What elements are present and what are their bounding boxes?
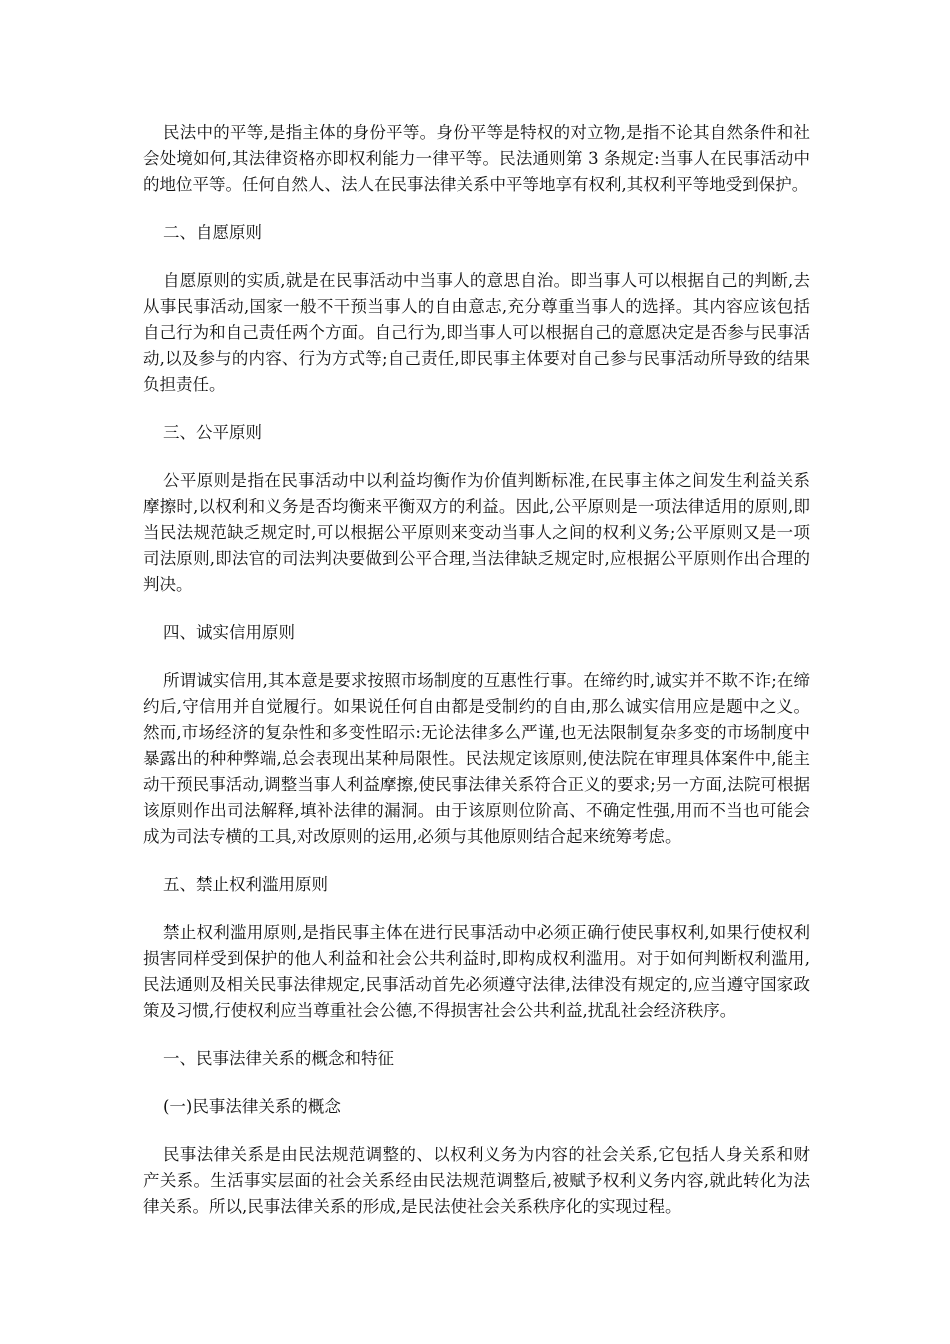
- heading-concept: (一)民事法律关系的概念: [163, 1097, 341, 1116]
- paragraph-equality: 民法中的平等,是指主体的身份平等。身份平等是特权的对立物,是指不论其自然条件和社会处境如何,其法律资格亦即权利能力一律平等。民法通则第 3 条规定:当事人在民事活动中的地位平等。任何自然人、法人在民事法律关系中平等地享有权利,其权利平等地受到保护。: [143, 123, 810, 194]
- heading-voluntariness: 二、自愿原则: [163, 223, 262, 242]
- heading-abuse-of-rights: 五、禁止权利滥用原则: [163, 875, 328, 894]
- heading-good-faith: 四、诚实信用原则: [163, 623, 295, 642]
- paragraph-voluntariness: 自愿原则的实质,就是在民事活动中当事人的意思自治。即当事人可以根据自己的判断,去从事民事活动,国家一般不干预当事人的自由意志,充分尊重当事人的选择。其内容应该包括自己行为和自己责任两个方面。自己行为,即当事人可以根据自己的意愿决定是否参与民事活动,以及参与的内容、行为方式等;自己责任,即民事主体要对自己参与民事活动所导致的结果负担责任。: [143, 271, 810, 394]
- document-body: [143, 120, 810, 1242]
- heading-fairness: 三、公平原则: [163, 423, 262, 442]
- paragraph-abuse-of-rights: 禁止权利滥用原则,是指民事主体在进行民事活动中必须正确行使民事权利,如果行使权利损害同样受到保护的他人利益和社会公共利益时,即构成权利滥用。对于如何判断权利滥用,民法通则及相关民事法律规定,民事活动首先必须遵守法律,法律没有规定的,应当遵守国家政策及习惯,行使权利应当尊重社会公德,不得损害社会公共利益,扰乱社会经济秩序。: [143, 923, 810, 1020]
- paragraph-concept: 民事法律关系是由民法规范调整的、以权利义务为内容的社会关系,它包括人身关系和财产关系。生活事实层面的社会关系经由民法规范调整后,被赋予权利义务内容,就此转化为法律关系。所以,民事法律关系的形成,是民法使社会关系秩序化的实现过程。: [143, 1145, 810, 1216]
- heading-civil-legal-relations: 一、民事法律关系的概念和特征: [163, 1049, 394, 1068]
- paragraph-good-faith: 所谓诚实信用,其本意是要求按照市场制度的互惠性行事。在缔约时,诚实并不欺不诈;在缔约后,守信用并自觉履行。如果说任何自由都是受制约的自由,那么诚实信用应是题中之义。然而,市场经济的复杂性和多变性昭示:无论法律多么严谨,也无法限制复杂多变的市场制度中暴露出的种种弊端,总会表现出某种局限性。民法规定该原则,使法院在审理具体案件中,能主动干预民事活动,调整当事人利益摩擦,使民事法律关系符合正义的要求;另一方面,法院可根据该原则作出司法解释,填补法律的漏洞。由于该原则位阶高、不确定性强,用而不当也可能会成为司法专横的工具,对改原则的运用,必须与其他原则结合起来统筹考虑。: [143, 671, 810, 846]
- paragraph-fairness: 公平原则是指在民事活动中以利益均衡作为价值判断标准,在民事主体之间发生利益关系摩擦时,以权利和义务是否均衡来平衡双方的利益。因此,公平原则是一项法律适用的原则,即当民法规范缺乏规定时,可以根据公平原则来变动当事人之间的权利义务;公平原则又是一项司法原则,即法官的司法判决要做到公平合理,当法律缺乏规定时,应根据公平原则作出合理的判决。: [143, 471, 810, 594]
